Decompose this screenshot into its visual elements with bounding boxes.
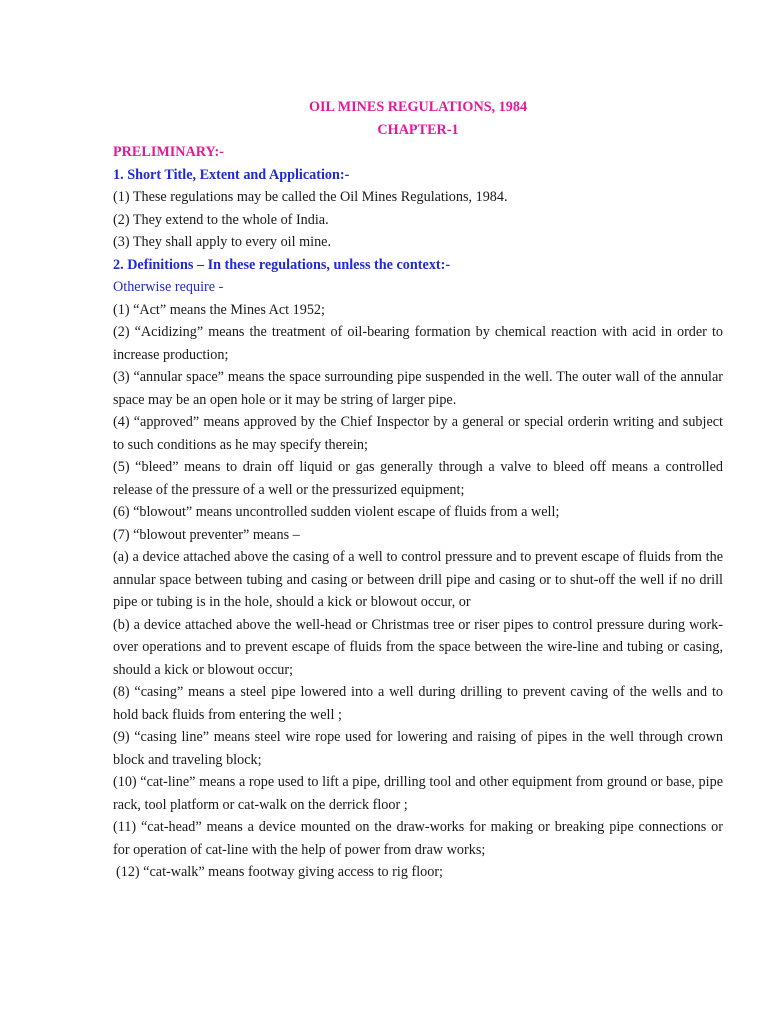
definition-item: (10) “cat-line” means a rope used to lift a pipe, drilling tool and other equipment from ground or base, pipe rack, tool platform or cat-walk on the derrick floor ; (113, 774, 723, 813)
section-1-item: (3) They shall apply to every oil mine. (113, 234, 332, 250)
chapter-heading: CHAPTER-1 (377, 121, 459, 138)
definition-subitem: (a) a device attached above the casing of a well to control pressure and to prevent escape of fluids from the annular space between tubing and casing or between drill pipe and casing or to shut-off the well if no drill pipe or tubing is in the hole, should a kick or blowout occur, or (113, 549, 723, 610)
section-1-item: (2) They extend to the whole of India. (113, 211, 329, 228)
definition-item: (8) “casing” means a steel pipe lowered into a well during drilling to prevent caving of the wells and to hold back fluids from entering the well ; (113, 684, 723, 723)
section-2-heading: 2. Definitions – In these regulations, unless the context:- (113, 256, 451, 273)
definition-item: (9) “casing line” means steel wire rope used for lowering and raising of pipes in the well through crown block and traveling block; (113, 729, 723, 768)
definition-item: (11) “cat-head” means a device mounted on the draw-works for making or breaking pipe connections or for operation of cat-line with the help of power from draw works; (113, 819, 723, 858)
definition-item: (12) “cat-walk” means footway giving access to rig floor; (116, 864, 443, 880)
section-1-item: (1) These regulations may be called the Oil Mines Regulations, 1984. (113, 189, 508, 205)
definition-item: (2) “Acidizing” means the treatment of oil-bearing formation by chemical reaction with acid in order to increase production; (113, 324, 723, 363)
document-title: OIL MINES REGULATIONS, 1984 (308, 99, 528, 115)
definition-item: (7) “blowout preventer” means – (113, 526, 300, 543)
section-1-heading: 1. Short Title, Extent and Application:- (113, 166, 350, 183)
definition-item: (3) “annular space” means the space surrounding pipe suspended in the well. The outer wall of the annular space may be an open hole or it may be string of larger pipe. (113, 369, 723, 408)
definition-subitem: (b) a device attached above the well-head or Christmas tree or riser pipes to control pressure during work-over operations and to prevent escape of fluids from the space between the wire-line and tubing or casing, should a kick or blowout occur; (113, 616, 723, 678)
definition-item: (1) “Act” means the Mines Act 1952; (113, 301, 325, 318)
preliminary-heading: PRELIMINARY:- (113, 144, 224, 160)
definition-item: (5) “bleed” means to drain off liquid or gas generally through a valve to bleed off means a controlled release of the pressure of a well or the pressurized equipment; (113, 459, 723, 498)
section-2-subheading: Otherwise require - (113, 279, 224, 295)
definition-item: (4) “approved” means approved by the Chief Inspector by a general or special orderin writing and subject to such conditions as he may specify therein; (113, 414, 723, 453)
definition-item: (6) “blowout” means uncontrolled sudden violent escape of fluids from a well; (113, 504, 560, 520)
document-page (113, 96, 723, 884)
